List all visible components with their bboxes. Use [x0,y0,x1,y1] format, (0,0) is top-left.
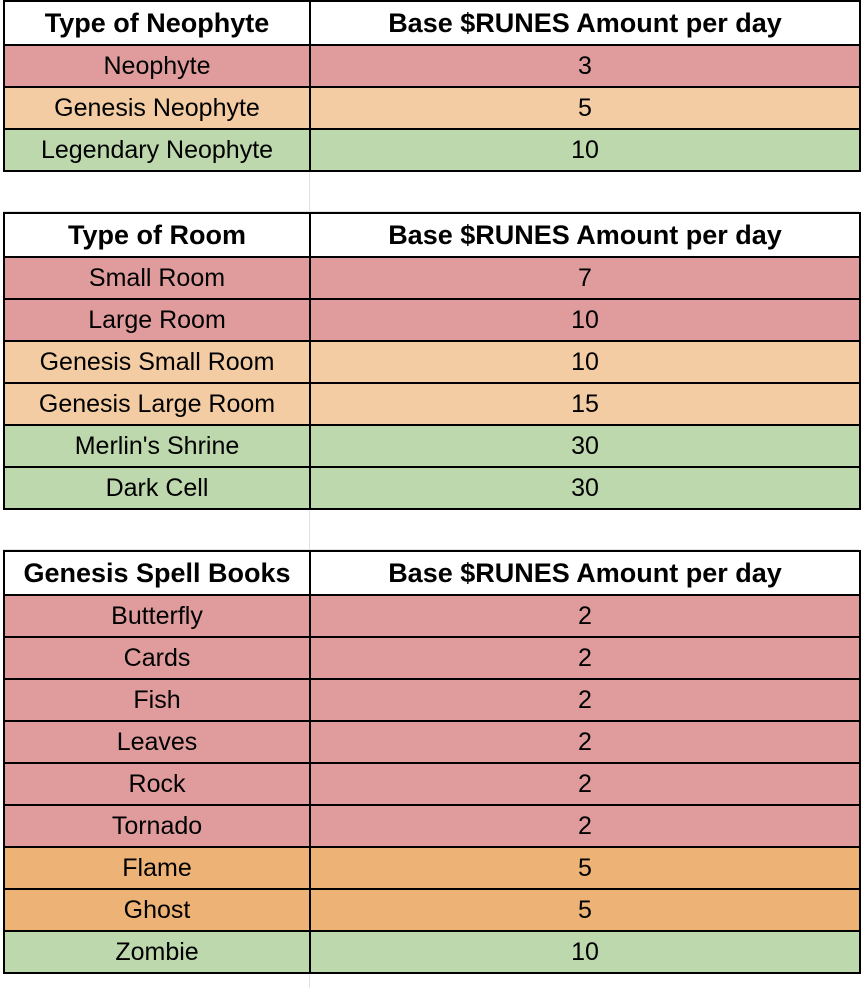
header-cell-type[interactable]: Genesis Spell Books [4,551,310,595]
row-value-cell[interactable]: 5 [310,889,860,931]
row-name-cell[interactable]: Merlin's Shrine [4,425,310,467]
gridline [309,974,310,988]
table-row [4,341,860,383]
header-cell-type[interactable]: Type of Neophyte [4,1,310,45]
row-value-cell[interactable]: 10 [310,341,860,383]
row-name-cell[interactable]: Large Room [4,299,310,341]
row-value-cell[interactable]: 2 [310,763,860,805]
row-name-cell[interactable]: Cards [4,637,310,679]
row-name-cell[interactable]: Leaves [4,721,310,763]
table-row [4,847,860,889]
room-table [3,212,861,510]
row-name-cell[interactable]: Genesis Neophyte [4,87,310,129]
table-row [4,257,860,299]
row-value-cell[interactable]: 15 [310,383,860,425]
table-row [4,467,860,509]
row-name-cell[interactable]: Legendary Neophyte [4,129,310,171]
header-cell-amount[interactable]: Base $RUNES Amount per day [310,213,860,257]
table-header-row [4,1,860,45]
gridline [309,510,310,550]
table-row [4,45,860,87]
table-row [4,129,860,171]
blank-spacer-row[interactable] [3,172,859,212]
table-row [4,87,860,129]
table-row [4,595,860,637]
row-name-cell[interactable]: Zombie [4,931,310,973]
row-value-cell[interactable]: 10 [310,129,860,171]
row-name-cell[interactable]: Genesis Large Room [4,383,310,425]
table-row [4,679,860,721]
blank-spacer-row[interactable] [3,510,859,550]
row-value-cell[interactable]: 7 [310,257,860,299]
row-value-cell[interactable]: 10 [310,299,860,341]
table-row [4,383,860,425]
row-value-cell[interactable]: 10 [310,931,860,973]
header-cell-type[interactable]: Type of Room [4,213,310,257]
neophyte-table [3,0,861,172]
row-name-cell[interactable]: Flame [4,847,310,889]
table-row [4,889,860,931]
table-header-row [4,213,860,257]
row-value-cell[interactable]: 5 [310,847,860,889]
table-row [4,637,860,679]
table-row [4,425,860,467]
row-value-cell[interactable]: 2 [310,721,860,763]
row-name-cell[interactable]: Genesis Small Room [4,341,310,383]
row-name-cell[interactable]: Fish [4,679,310,721]
gridline [3,211,859,212]
table-row [4,805,860,847]
row-value-cell[interactable]: 2 [310,679,860,721]
table-header-row [4,551,860,595]
table-row [4,721,860,763]
spreadsheet [3,0,859,988]
row-value-cell[interactable]: 2 [310,805,860,847]
row-name-cell[interactable]: Ghost [4,889,310,931]
header-cell-amount[interactable]: Base $RUNES Amount per day [310,1,860,45]
row-name-cell[interactable]: Neophyte [4,45,310,87]
row-value-cell[interactable]: 30 [310,467,860,509]
table-row [4,299,860,341]
table-row [4,931,860,973]
row-value-cell[interactable]: 2 [310,595,860,637]
row-value-cell[interactable]: 2 [310,637,860,679]
spell-book-table [3,550,861,974]
gridline [3,549,859,550]
row-value-cell[interactable]: 5 [310,87,860,129]
row-value-cell[interactable]: 30 [310,425,860,467]
blank-spacer-row[interactable] [3,974,859,988]
row-name-cell[interactable]: Rock [4,763,310,805]
row-name-cell[interactable]: Dark Cell [4,467,310,509]
gridline [309,172,310,212]
row-name-cell[interactable]: Small Room [4,257,310,299]
row-name-cell[interactable]: Tornado [4,805,310,847]
header-cell-amount[interactable]: Base $RUNES Amount per day [310,551,860,595]
row-value-cell[interactable]: 3 [310,45,860,87]
row-name-cell[interactable]: Butterfly [4,595,310,637]
table-row [4,763,860,805]
